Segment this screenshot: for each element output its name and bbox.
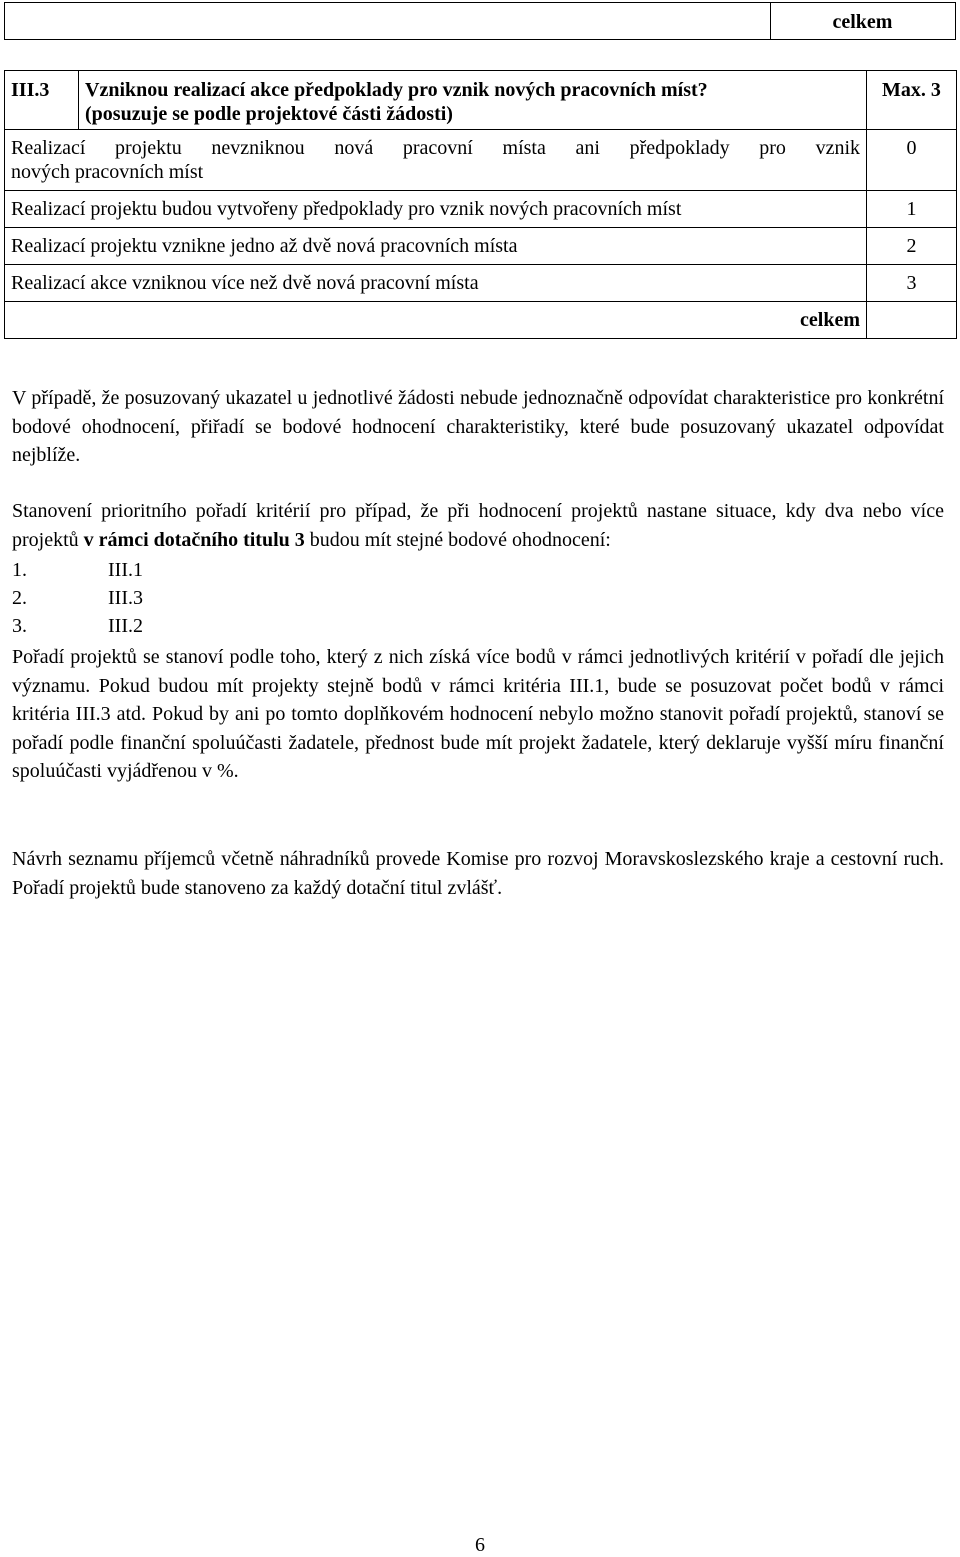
paragraph-ranking-rules: Pořadí projektů se stanoví podle toho, který z nich získá více bodů v rámci jednotlivých kritérií v pořadí dle jejich významu. Pokud budou mít projekty stejně bodů v rámci kritéria III.1, bude se posuzovat počet bodů v rámci kritéria III.3 atd. Pokud by ani po tomto doplňkovém hodnocení nebylo možno stanovit pořadí projektů, stanoví se pořadí podle finanční spoluúčasti žadatele, přednost bude mít projekt žadatele, který deklaruje vyšší míru finanční spoluúčasti vyjádřenou v %. <box>12 646 944 782</box>
criterion-total-label: celkem <box>5 302 867 339</box>
table-row <box>5 228 957 265</box>
criterion-total-value <box>867 302 957 339</box>
total-label: celkem <box>832 11 893 33</box>
row-points: 3 <box>867 265 957 302</box>
criterion-max-points: Max. 3 <box>867 71 957 130</box>
row-description: Realizací akce vzniknou více než dvě nová pracovní místa <box>5 265 867 302</box>
previous-criterion-total-box <box>4 2 956 40</box>
criterion-header-row <box>5 71 957 130</box>
table-row <box>5 130 957 191</box>
table-row <box>5 191 957 228</box>
row-description: Realizací projektu vznikne jedno až dvě nová pracovních místa <box>5 228 867 265</box>
criterion-total-row <box>5 302 957 339</box>
paragraph-assessment-note: V případě, že posuzovaný ukazatel u jednotlivé žádosti nebude jednoznačně odpovídat charakteristice pro konkrétní bodové ohodnocení, přiřadí se bodové hodnocení charakteristiky, které bude posuzovaný ukazatel odpovídat nejblíže. <box>12 387 944 466</box>
criterion-number: III.3 <box>5 71 79 130</box>
paragraph-recipients-list: Návrh seznamu příjemců včetně náhradníků provede Komise pro rozvoj Moravskoslezského kraje a cestovní ruch. Pořadí projektů bude stanoveno za každý dotační titul zvlášť. <box>12 848 944 899</box>
criterion-title-line2: (posuzuje se podle projektové části žádosti) <box>85 103 453 125</box>
row-description <box>5 130 867 191</box>
criterion-title-line1: Vzniknou realizací akce předpoklady pro vznik nových pracovních míst? <box>85 79 708 101</box>
row-description-line1: Realizací projektu nevzniknou nová pracovní místa ani předpoklady pro vznik <box>11 137 860 159</box>
table-row <box>5 265 957 302</box>
row-points: 2 <box>867 228 957 265</box>
list-item: 3. III.2 <box>12 615 143 637</box>
emphasis-subsidy-title: v rámci dotačního titulu 3 <box>83 528 305 551</box>
criterion-title <box>79 71 867 130</box>
page-number: 6 <box>475 1534 485 1556</box>
criterion-table <box>4 70 957 339</box>
row-points: 1 <box>867 191 957 228</box>
row-points: 0 <box>867 130 957 191</box>
list-item: 2. III.3 <box>12 587 143 609</box>
list-item: 1. III.1 <box>12 559 143 581</box>
row-description-line2: nových pracovních míst <box>11 161 204 183</box>
paragraph-priority-order: Stanovení prioritního pořadí kritérií pro případ, že při hodnocení projektů nastane situace, kdy dva nebo více projektů v rámci dotačního titulu 3 budou mít stejné bodové ohodnocení: <box>12 500 944 551</box>
row-description: Realizací projektu budou vytvořeny předpoklady pro vznik nových pracovních míst <box>5 191 867 228</box>
